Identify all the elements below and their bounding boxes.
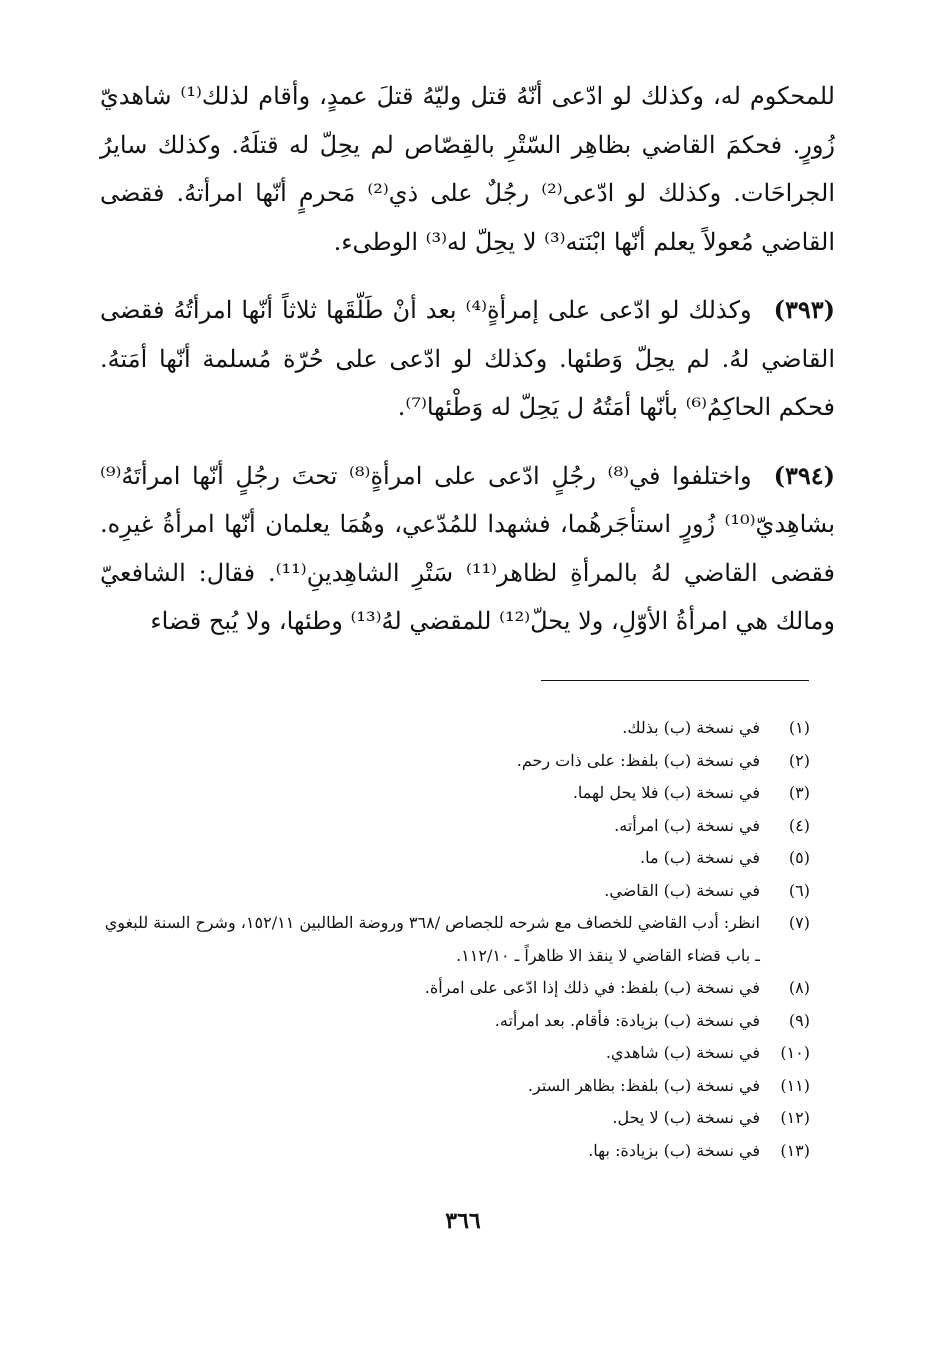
footnote-text: في نسخة (ب) بزيادة: بها. (588, 1140, 760, 1160)
footnote-number: (١٠) (780, 1043, 810, 1062)
footnote-number: (٨) (788, 978, 810, 997)
footnote-text: انظر: أدب القاضي للخصاف مع شرحه للجصاص /٣٦٨ وروضة الطالبين ١٥٢/١١، وشرح السنة للبغوي ـ باب قضاء القاضي لا ينقذ الا ظاهراً ـ ١١٢/١٠. (104, 913, 760, 965)
footnote-number: (١٣) (780, 1140, 810, 1160)
paragraph-number: (٣٩٤) (773, 460, 835, 490)
footnote-item (100, 842, 810, 875)
footnote-item (100, 875, 810, 908)
footnote-number: (٦) (788, 880, 810, 900)
paragraph-text: وكذلك لو ادّعى على إمرأةٍ⁽⁴⁾ بعد أنْ طَلّقَها ثلاثاً أنّها امرأتُهُ فقضى القاضي لهُ. لم يحِلّ وَطئها. وكذلك لو ادّعى على حُرّة مُسلمة أنّها أمَتهُ. فحكم الحاكِمُ⁽⁶⁾ بأنّها أمَتُهُ ل يَحِلّ له وَطْئها⁽⁷⁾. (100, 296, 835, 421)
footnote-item (100, 907, 810, 972)
footnote-text: في نسخة (ب) بلفظ: بظاهر الستر. (527, 1075, 760, 1095)
footnote-number: (٧) (788, 913, 810, 932)
footnote-text: في نسخة (ب) بذلك. (622, 718, 760, 737)
footnote-text: في نسخة (ب) شاهدي. (605, 1043, 760, 1062)
footnote-item (100, 1070, 810, 1103)
footnote-text: في نسخة (ب) لا يحل. (612, 1108, 760, 1127)
paragraph-number: (٣٩٣) (773, 295, 835, 324)
footnote-item (100, 1005, 810, 1038)
footnote-text: في نسخة (ب) بلفظ: في ذلك إذا ادّعى على امرأة. (424, 978, 760, 997)
footnote-text: في نسخة (ب) القاضي. (604, 880, 760, 900)
footnote-text: في نسخة (ب) امرأته. (614, 815, 760, 835)
page-number: ٣٦٦ (445, 1208, 481, 1234)
main-text (100, 72, 835, 666)
footnote-number: (١٢) (780, 1108, 810, 1127)
footnote-number: (١١) (780, 1075, 810, 1095)
footnote-item (100, 712, 810, 745)
footnote-item (100, 777, 810, 810)
footnote-text: في نسخة (ب) فلا يحل لهما. (572, 783, 760, 802)
footnote-text: في نسخة (ب) بزيادة: فأقام. بعد امرأته. (494, 1010, 760, 1030)
footnote-item (100, 745, 810, 778)
footnote-number: (٩) (788, 1010, 810, 1030)
footnote-number: (٣) (788, 783, 810, 802)
footnote-number: (٥) (788, 848, 810, 867)
footnote-number: (٢) (788, 750, 810, 770)
footnote-item (100, 972, 810, 1005)
footnote-number: (٤) (788, 815, 810, 835)
paragraph-1: للمحكوم له، وكذلك لو ادّعى أنّهُ قتل وليّهُ قتلَ عمدٍ، وأقام لذلك⁽¹⁾ شاهديّ زُورٍ. فحكمَ القاضي بظاهِر السّتْرِ بالقِصّاص لم يحِلّ له قتلَهُ. وكذلك سايرُ الجراحَات. وكذلك لو ادّعى⁽²⁾ رجُلٌ على ذي⁽²⁾ مَحرمٍ أنّها امرأتهُ. فقضى القاضي مُعولاً يعلم أنّها ابْنَته⁽³⁾ لا يحِلّ له⁽³⁾ الوطىء. (100, 82, 836, 256)
footnote-item (100, 1102, 810, 1135)
footnote-item (100, 810, 810, 843)
footnote-number: (١) (788, 718, 810, 737)
paragraph-393 (100, 286, 835, 432)
footnote-text: في نسخة (ب) بلفظ: على ذات رحم. (516, 750, 760, 770)
footnotes-list (100, 712, 810, 1167)
footnote-item (100, 1037, 810, 1070)
footnote-divider (541, 680, 809, 681)
paragraph-text: واختلفوا في⁽⁸⁾ رجُلٍ ادّعى على امرأةٍ⁽⁸⁾ تحتَ رجُلٍ أنّها امرأتَهُ⁽⁹⁾ بشاهِديّ⁽¹⁰⁾ زُورٍ استأجَرهُما، فشهدا للمُدّعي، وهُمَا يعلمان أنّها امرأةُ غيرِه. فقضى القاضي لهُ بالمرأةِ لظاهر⁽¹¹⁾ سَتْرِ الشاهِدينِ⁽¹¹⁾. فقال: الشافعيّ ومالك هي امرأةُ الأوّلِ، ولا يحلّ⁽¹²⁾ للمقضي لهُ⁽¹³⁾ وطئها، ولا يُبح قضاء (100, 461, 835, 635)
footnote-text: في نسخة (ب) ما. (640, 848, 760, 867)
paragraph-394 (100, 452, 835, 646)
footnote-item (100, 1135, 810, 1168)
